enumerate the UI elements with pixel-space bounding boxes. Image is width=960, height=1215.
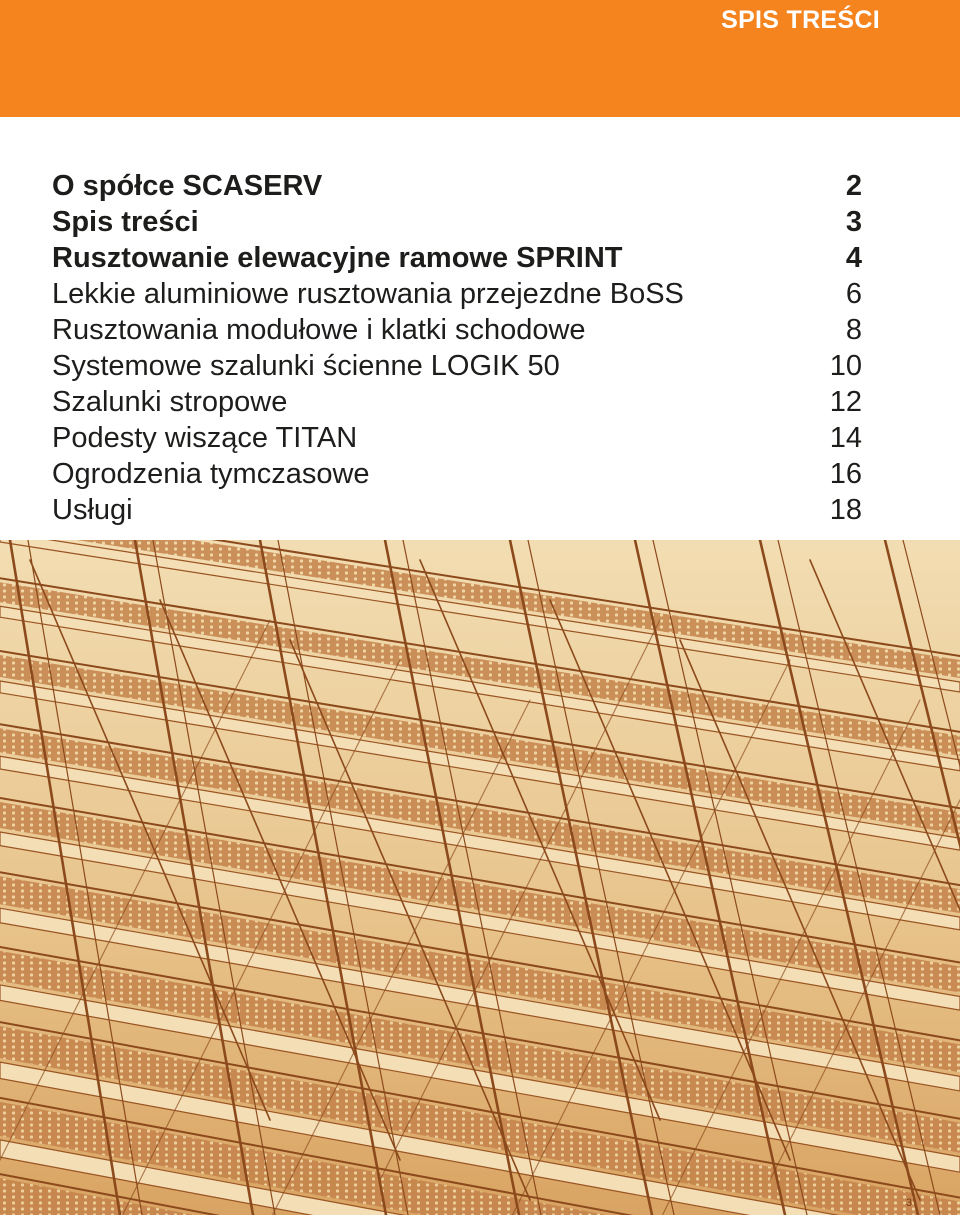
toc-entry-title: Systemowe szalunki ścienne LOGIK 50 (52, 350, 560, 382)
toc-entry[interactable] (52, 492, 862, 528)
toc-entry-title: Spis treści (52, 206, 199, 238)
toc-entry-page: 10 (829, 350, 862, 382)
toc-entry[interactable] (52, 204, 862, 240)
toc-entry[interactable] (52, 348, 862, 384)
toc-entry-page: 6 (845, 278, 862, 310)
toc-entry[interactable] (52, 276, 862, 312)
table-of-contents (52, 168, 862, 528)
toc-entry-title: Usługi (52, 494, 133, 526)
toc-entry[interactable] (52, 456, 862, 492)
header-band (0, 0, 960, 117)
toc-entry-title: Szalunki stropowe (52, 386, 288, 418)
toc-entry-title: Rusztowanie elewacyjne ramowe SPRINT (52, 242, 623, 274)
toc-entry-title: Lekkie aluminiowe rusztowania przejezdne BoSS (52, 278, 684, 310)
toc-entry-title: O spółce SCASERV (52, 170, 323, 202)
toc-entry-page: 3 (845, 206, 862, 238)
toc-entry-page: 14 (829, 422, 862, 454)
toc-entry-page: 2 (845, 170, 862, 202)
toc-entry-page: 16 (829, 458, 862, 490)
toc-entry[interactable] (52, 420, 862, 456)
toc-entry[interactable] (52, 240, 862, 276)
toc-entry[interactable] (52, 168, 862, 204)
toc-entry[interactable] (52, 312, 862, 348)
toc-entry[interactable] (52, 384, 862, 420)
toc-entry-page: 18 (829, 494, 862, 526)
toc-entry-title: Ogrodzenia tymczasowe (52, 458, 370, 490)
toc-entry-page: 4 (845, 242, 862, 274)
toc-entry-page: 8 (845, 314, 862, 346)
scaffolding-illustration (0, 540, 960, 1215)
toc-entry-page: 12 (829, 386, 862, 418)
toc-entry-title: Podesty wiszące TITAN (52, 422, 358, 454)
page-number: 3 (905, 1197, 912, 1209)
section-title: SPIS TREŚCI (721, 6, 880, 34)
toc-entry-title: Rusztowania modułowe i klatki schodowe (52, 314, 586, 346)
